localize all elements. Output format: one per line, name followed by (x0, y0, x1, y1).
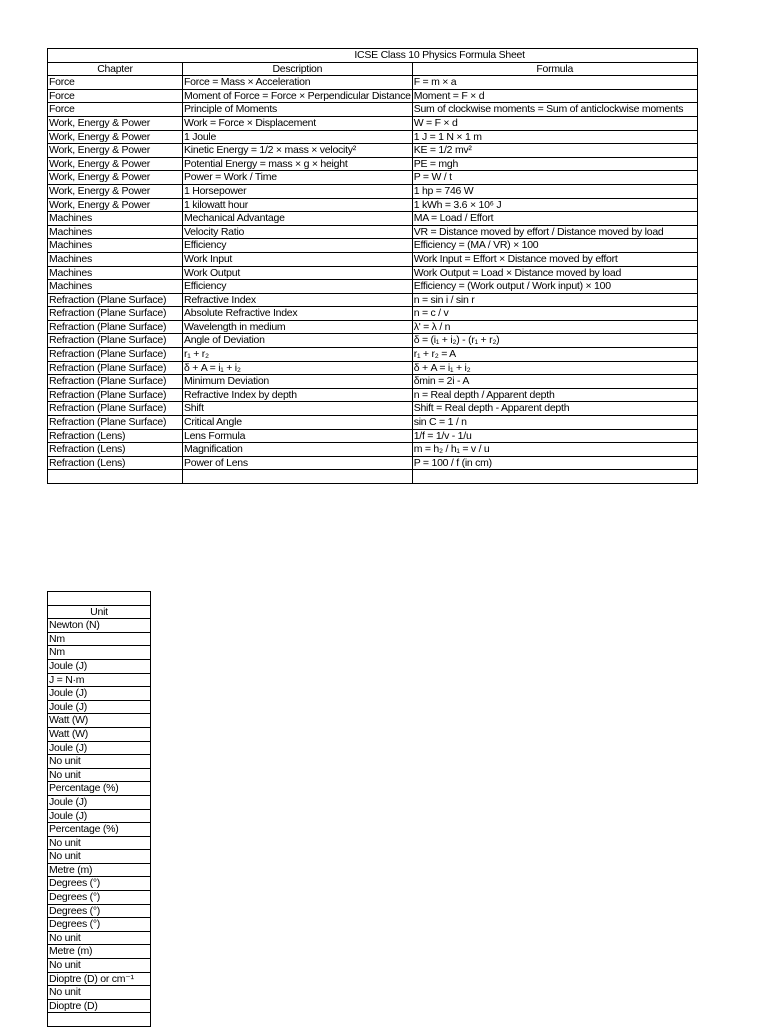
unit-cell[interactable]: No unit (48, 959, 151, 973)
formula-cell[interactable]: n = c / v (412, 307, 697, 321)
empty-cell[interactable] (48, 1013, 151, 1027)
sheet-title[interactable]: ICSE Class 10 Physics Formula Sheet (183, 49, 698, 63)
description-cell[interactable]: Force = Mass × Acceleration (183, 76, 413, 90)
description-cell[interactable]: Mechanical Advantage (183, 212, 413, 226)
unit-cell[interactable]: Dioptre (D) or cm⁻¹ (48, 972, 151, 986)
units-row (48, 999, 151, 1013)
chapter-cell[interactable]: Work, Energy & Power (48, 171, 183, 185)
chapter-cell[interactable]: Machines (48, 212, 183, 226)
formula-cell[interactable]: sin C = 1 / n (412, 416, 697, 430)
formula-cell[interactable]: PE = mgh (412, 157, 697, 171)
formula-cell[interactable]: r₁ + r₂ = A (412, 348, 697, 362)
units-blank-cell[interactable] (48, 592, 151, 606)
table-row (48, 171, 698, 185)
unit-cell[interactable]: Percentage (%) (48, 782, 151, 796)
chapter-cell[interactable]: Refraction (Lens) (48, 456, 183, 470)
units-row (48, 931, 151, 945)
unit-cell[interactable]: Dioptre (D) (48, 999, 151, 1013)
description-cell[interactable]: Angle of Deviation (183, 334, 413, 348)
formula-cell[interactable]: m = h₂ / h₁ = v / u (412, 443, 697, 457)
chapter-cell[interactable]: Refraction (Plane Surface) (48, 293, 183, 307)
description-cell[interactable]: Shift (183, 402, 413, 416)
table-row (48, 320, 698, 334)
table-row (48, 76, 698, 90)
table-row (48, 416, 698, 430)
unit-cell[interactable]: No unit (48, 850, 151, 864)
formula-table-body (48, 49, 698, 484)
description-cell[interactable]: 1 Joule (183, 130, 413, 144)
description-cell[interactable]: Work Output (183, 266, 413, 280)
units-row (48, 727, 151, 741)
formula-cell[interactable]: F = m × a (412, 76, 697, 90)
header-chapter[interactable]: Chapter (48, 62, 183, 76)
header-description[interactable]: Description (183, 62, 413, 76)
units-row (48, 646, 151, 660)
unit-cell[interactable]: Joule (J) (48, 795, 151, 809)
table-row (48, 429, 698, 443)
formula-cell[interactable]: δ = (i₁ + i₂) - (r₁ + r₂) (412, 334, 697, 348)
table-row (48, 307, 698, 321)
chapter-cell[interactable]: Refraction (Plane Surface) (48, 375, 183, 389)
formula-cell[interactable]: Sum of clockwise moments = Sum of anticlockwise moments (412, 103, 697, 117)
table-row (48, 212, 698, 226)
empty-cell[interactable] (183, 470, 413, 484)
chapter-cell[interactable]: Refraction (Plane Surface) (48, 402, 183, 416)
chapter-cell[interactable]: Force (48, 89, 183, 103)
formula-cell[interactable]: KE = 1/2 mv² (412, 144, 697, 158)
units-spacer-row (48, 592, 151, 606)
description-cell[interactable]: Lens Formula (183, 429, 413, 443)
units-row (48, 850, 151, 864)
formula-cell[interactable]: n = sin i / sin r (412, 293, 697, 307)
description-cell[interactable]: Velocity Ratio (183, 225, 413, 239)
formula-cell[interactable]: λ' = λ / n (412, 320, 697, 334)
description-cell[interactable]: Absolute Refractive Index (183, 307, 413, 321)
table-row (48, 334, 698, 348)
chapter-cell[interactable]: Force (48, 103, 183, 117)
units-row (48, 755, 151, 769)
chapter-cell[interactable]: Refraction (Plane Surface) (48, 320, 183, 334)
formula-cell[interactable]: Work Input = Effort × Distance moved by effort (412, 252, 697, 266)
description-cell[interactable]: Principle of Moments (183, 103, 413, 117)
description-cell[interactable]: Magnification (183, 443, 413, 457)
formula-cell[interactable]: 1 J = 1 N × 1 m (412, 130, 697, 144)
description-cell[interactable]: δ + A = i₁ + i₂ (183, 361, 413, 375)
chapter-cell[interactable]: Refraction (Plane Surface) (48, 307, 183, 321)
table-row (48, 293, 698, 307)
formula-cell[interactable]: Work Output = Load × Distance moved by load (412, 266, 697, 280)
unit-cell[interactable]: Joule (J) (48, 700, 151, 714)
units-row (48, 904, 151, 918)
units-row (48, 632, 151, 646)
units-row (48, 823, 151, 837)
table-row (48, 144, 698, 158)
description-cell[interactable]: Potential Energy = mass × g × height (183, 157, 413, 171)
description-cell[interactable]: Critical Angle (183, 416, 413, 430)
table-row (48, 225, 698, 239)
chapter-cell[interactable]: Refraction (Plane Surface) (48, 361, 183, 375)
unit-cell[interactable]: Joule (J) (48, 659, 151, 673)
formula-cell[interactable]: 1/f = 1/v - 1/u (412, 429, 697, 443)
chapter-cell[interactable]: Machines (48, 266, 183, 280)
formula-cell[interactable]: 1 kWh = 3.6 × 10⁶ J (412, 198, 697, 212)
units-table (47, 591, 151, 1027)
formula-cell[interactable]: Efficiency = (Work output / Work input) × 100 (412, 280, 697, 294)
description-cell[interactable]: Work = Force × Displacement (183, 116, 413, 130)
table-row (48, 130, 698, 144)
formula-cell[interactable]: δmin = 2i - A (412, 375, 697, 389)
table-row (48, 402, 698, 416)
table-row (48, 89, 698, 103)
units-empty-row (48, 1013, 151, 1027)
description-cell[interactable]: Moment of Force = Force × Perpendicular Distance (184, 89, 411, 102)
units-row (48, 795, 151, 809)
table-row (48, 443, 698, 457)
description-cell[interactable]: 1 kilowatt hour (183, 198, 413, 212)
formula-cell[interactable]: VR = Distance moved by effort / Distance moved by load (412, 225, 697, 239)
formula-cell[interactable]: P = W / t (412, 171, 697, 185)
empty-row (48, 470, 698, 484)
description-cell[interactable]: Efficiency (183, 280, 413, 294)
formula-cell[interactable]: W = F × d (412, 116, 697, 130)
units-row (48, 782, 151, 796)
formula-cell[interactable]: 1 hp = 746 W (412, 184, 697, 198)
units-row (48, 836, 151, 850)
units-row (48, 945, 151, 959)
units-row (48, 891, 151, 905)
table-row (48, 266, 698, 280)
table-row (48, 375, 698, 389)
chapter-cell[interactable]: Work, Energy & Power (48, 157, 183, 171)
units-row (48, 687, 151, 701)
table-row (48, 280, 698, 294)
unit-cell[interactable]: Metre (m) (48, 945, 151, 959)
formula-cell[interactable]: n = Real depth / Apparent depth (412, 388, 697, 402)
header-unit[interactable]: Unit (48, 605, 151, 619)
unit-cell[interactable]: J = N·m (48, 673, 151, 687)
description-cell[interactable]: Kinetic Energy = 1/2 × mass × velocity² (183, 144, 413, 158)
table-row (48, 116, 698, 130)
unit-cell[interactable]: No unit (48, 755, 151, 769)
unit-cell[interactable]: Degrees (°) (48, 904, 151, 918)
description-cell[interactable]: Minimum Deviation (183, 375, 413, 389)
unit-cell[interactable]: Degrees (°) (48, 918, 151, 932)
empty-cell[interactable] (412, 470, 697, 484)
unit-cell[interactable]: No unit (48, 768, 151, 782)
chapter-cell[interactable]: Machines (48, 280, 183, 294)
formula-table (47, 48, 698, 484)
chapter-cell[interactable]: Work, Energy & Power (48, 130, 183, 144)
chapter-cell[interactable]: Work, Energy & Power (48, 198, 183, 212)
unit-cell[interactable]: Watt (W) (48, 714, 151, 728)
unit-cell[interactable]: Metre (m) (48, 863, 151, 877)
chapter-cell[interactable]: Work, Energy & Power (48, 184, 183, 198)
unit-cell[interactable]: No unit (48, 836, 151, 850)
units-table-body (48, 592, 151, 1027)
formula-cell[interactable]: Efficiency = (MA / VR) × 100 (412, 239, 697, 253)
unit-cell[interactable]: Degrees (°) (48, 891, 151, 905)
units-row (48, 863, 151, 877)
description-cell[interactable]: Wavelength in medium (183, 320, 413, 334)
units-row (48, 673, 151, 687)
empty-cell[interactable] (48, 470, 183, 484)
unit-cell[interactable]: Joule (J) (48, 687, 151, 701)
description-cell[interactable]: Refractive Index by depth (183, 388, 413, 402)
chapter-cell[interactable]: Machines (48, 225, 183, 239)
unit-cell[interactable]: Nm (48, 646, 151, 660)
chapter-cell[interactable]: Work, Energy & Power (48, 144, 183, 158)
chapter-cell[interactable]: Machines (48, 252, 183, 266)
units-header-row (48, 605, 151, 619)
unit-cell[interactable]: Joule (J) (48, 741, 151, 755)
chapter-cell[interactable]: Refraction (Plane Surface) (48, 334, 183, 348)
units-row (48, 809, 151, 823)
description-cell[interactable]: Efficiency (183, 239, 413, 253)
formula-cell[interactable]: P = 100 / f (in cm) (412, 456, 697, 470)
formula-cell[interactable]: MA = Load / Effort (412, 212, 697, 226)
formula-cell[interactable]: Shift = Real depth - Apparent depth (412, 402, 697, 416)
table-row (48, 157, 698, 171)
chapter-cell[interactable]: Work, Energy & Power (48, 116, 183, 130)
formula-cell[interactable]: δ + A = i₁ + i₂ (412, 361, 697, 375)
unit-cell[interactable]: Percentage (%) (48, 823, 151, 837)
units-row (48, 959, 151, 973)
units-row (48, 659, 151, 673)
table-row (48, 388, 698, 402)
units-row (48, 700, 151, 714)
description-cell[interactable]: Work Input (183, 252, 413, 266)
table-row (48, 184, 698, 198)
table-row (48, 103, 698, 117)
chapter-cell[interactable]: Refraction (Lens) (48, 429, 183, 443)
units-row (48, 768, 151, 782)
unit-cell[interactable]: Newton (N) (48, 619, 151, 633)
table-row (48, 348, 698, 362)
table-row (48, 456, 698, 470)
chapter-cell[interactable]: Machines (48, 239, 183, 253)
unit-cell[interactable]: Nm (48, 632, 151, 646)
units-row (48, 972, 151, 986)
chapter-cell[interactable]: Refraction (Lens) (48, 443, 183, 457)
unit-cell[interactable]: Watt (W) (48, 727, 151, 741)
units-row (48, 918, 151, 932)
unit-cell[interactable]: Degrees (°) (48, 877, 151, 891)
description-cell[interactable]: r₁ + r₂ (183, 348, 413, 362)
chapter-cell[interactable]: Force (48, 76, 183, 90)
header-row (48, 62, 698, 76)
units-row (48, 986, 151, 1000)
description-cell[interactable]: 1 Horsepower (183, 184, 413, 198)
description-cell[interactable]: Power of Lens (183, 456, 413, 470)
title-row (48, 49, 698, 63)
units-row (48, 714, 151, 728)
formula-cell[interactable]: Moment = F × d (412, 89, 697, 103)
description-cell[interactable]: Refractive Index (183, 293, 413, 307)
units-row (48, 619, 151, 633)
unit-cell[interactable]: Joule (J) (48, 809, 151, 823)
title-blank-cell[interactable] (48, 49, 183, 63)
chapter-cell[interactable]: Refraction (Plane Surface) (48, 348, 183, 362)
units-row (48, 877, 151, 891)
table-row (48, 361, 698, 375)
header-formula[interactable]: Formula (412, 62, 697, 76)
units-row (48, 741, 151, 755)
chapter-cell[interactable]: Refraction (Plane Surface) (48, 416, 183, 430)
table-row (48, 252, 698, 266)
table-row (48, 198, 698, 212)
unit-cell[interactable]: No unit (48, 931, 151, 945)
unit-cell[interactable]: No unit (48, 986, 151, 1000)
table-row (48, 239, 698, 253)
description-cell[interactable]: Power = Work / Time (183, 171, 413, 185)
chapter-cell[interactable]: Refraction (Plane Surface) (48, 388, 183, 402)
